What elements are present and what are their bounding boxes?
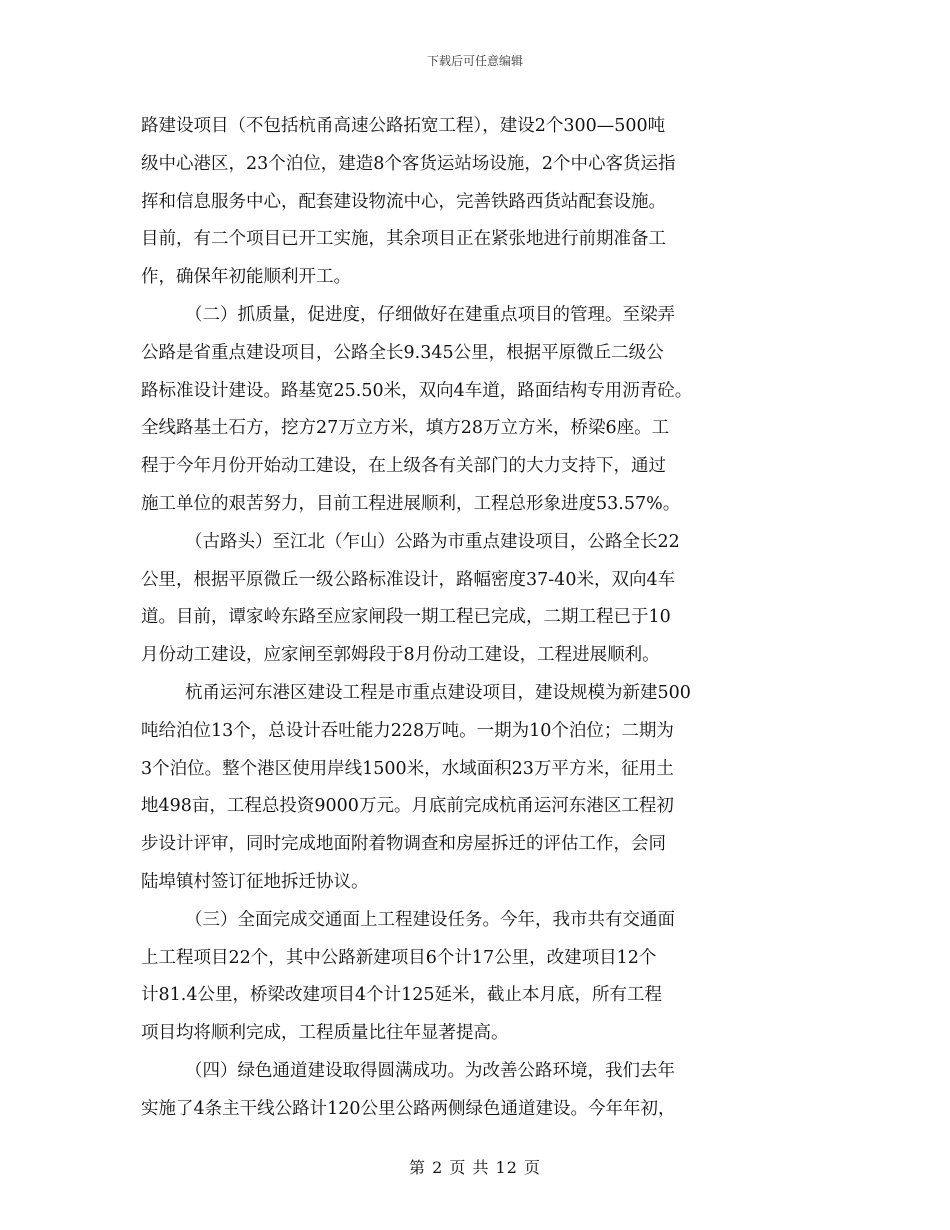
header-note: 下载后可任意编辑 xyxy=(426,54,523,68)
text-line: 级中心港区，23个泊位，建造8个客货运站场设施，2个中心客货运指 xyxy=(141,153,676,174)
paragraph-start-line: 杭甬运河东港区建设工程是市重点建设项目，建设规模为新建500 xyxy=(185,682,691,703)
text-line: 实施了4条主干线公路计120公里公路两侧绿色通道建设。今年年初， xyxy=(141,1098,676,1119)
document-body xyxy=(141,108,821,1129)
paragraph-start-line: （二）抓质量，促进度，仔细做好在建重点项目的管理。至梁弄 xyxy=(185,304,675,325)
text-line: 目前，有二个项目已开工实施，其余项目正在紧张地进行前期准备工 xyxy=(141,229,666,250)
paragraph-start-line: （古路头）至江北（乍山）公路为市重点建设项目，公路全长22 xyxy=(185,531,680,552)
text-line: 道。目前，谭家岭东路至应家闸段一期工程已完成，二期工程已于10 xyxy=(141,607,671,628)
page-number-footer: 第 2 页 共 12 页 xyxy=(409,1158,541,1177)
text-line: 步设计评审，同时完成地面附着物调查和房屋拆迁的评估工作，会同 xyxy=(141,834,666,855)
text-line: 计81.4公里，桥梁改建项目4个计125延米，截止本月底，所有工程 xyxy=(141,985,662,1006)
text-line: 挥和信息服务中心，配套建设物流中心，完善铁路西货站配套设施。 xyxy=(141,191,666,212)
text-line: 陆埠镇村签订征地拆迁协议。 xyxy=(141,871,369,892)
paragraph-start-line: （三）全面完成交通面上工程建设任务。今年，我市共有交通面 xyxy=(185,909,675,930)
text-line: 作，确保年初能顺利开工。 xyxy=(141,267,351,288)
text-line: 上工程项目22个，其中公路新建项目6个计17公里，改建项目12个 xyxy=(141,947,657,968)
text-line: 全线路基土石方，挖方27万立方米，填方28万立方米，桥梁6座。工 xyxy=(141,418,670,439)
text-line: 施工单位的艰苦努力，目前工程进展顺利，工程总形象进度53.57%。 xyxy=(141,493,681,514)
text-line: 路建设项目（不包括杭甬高速公路拓宽工程），建设2个300—500吨 xyxy=(141,116,666,136)
text-line: 公里，根据平原微丘一级公路标准设计，路幅密度37-40米，双向4车 xyxy=(141,569,676,590)
text-line: 程于今年月份开始动工建设，在上级各有关部门的大力支持下，通过 xyxy=(141,456,666,477)
text-line: 地498亩，工程总投资9000万元。月底前完成杭甬运河东港区工程初 xyxy=(141,796,674,817)
text-line: 吨给泊位13个，总设计吞吐能力228万吨。一期为10个泊位；二期为 xyxy=(141,720,674,741)
text-line: 月份动工建设，应家闸至郭姆段于8月份动工建设，工程进展顺利。 xyxy=(141,645,660,666)
text-line: 项目均将顺利完成，工程质量比往年显著提高。 xyxy=(141,1023,509,1044)
text-line: 3个泊位。整个港区使用岸线1500米，水域面积23万平方米，征用土 xyxy=(141,758,674,779)
text-line: 公路是省重点建设项目，公路全长9.345公里，根据平原微丘二级公 xyxy=(141,342,664,363)
paragraph-start-line: （四）绿色通道建设取得圆满成功。为改善公路环境，我们去年 xyxy=(185,1060,675,1081)
text-line: 路标准设计建设。路基宽25.50米，双向4车道，路面结构专用沥青砼。 xyxy=(141,380,693,401)
